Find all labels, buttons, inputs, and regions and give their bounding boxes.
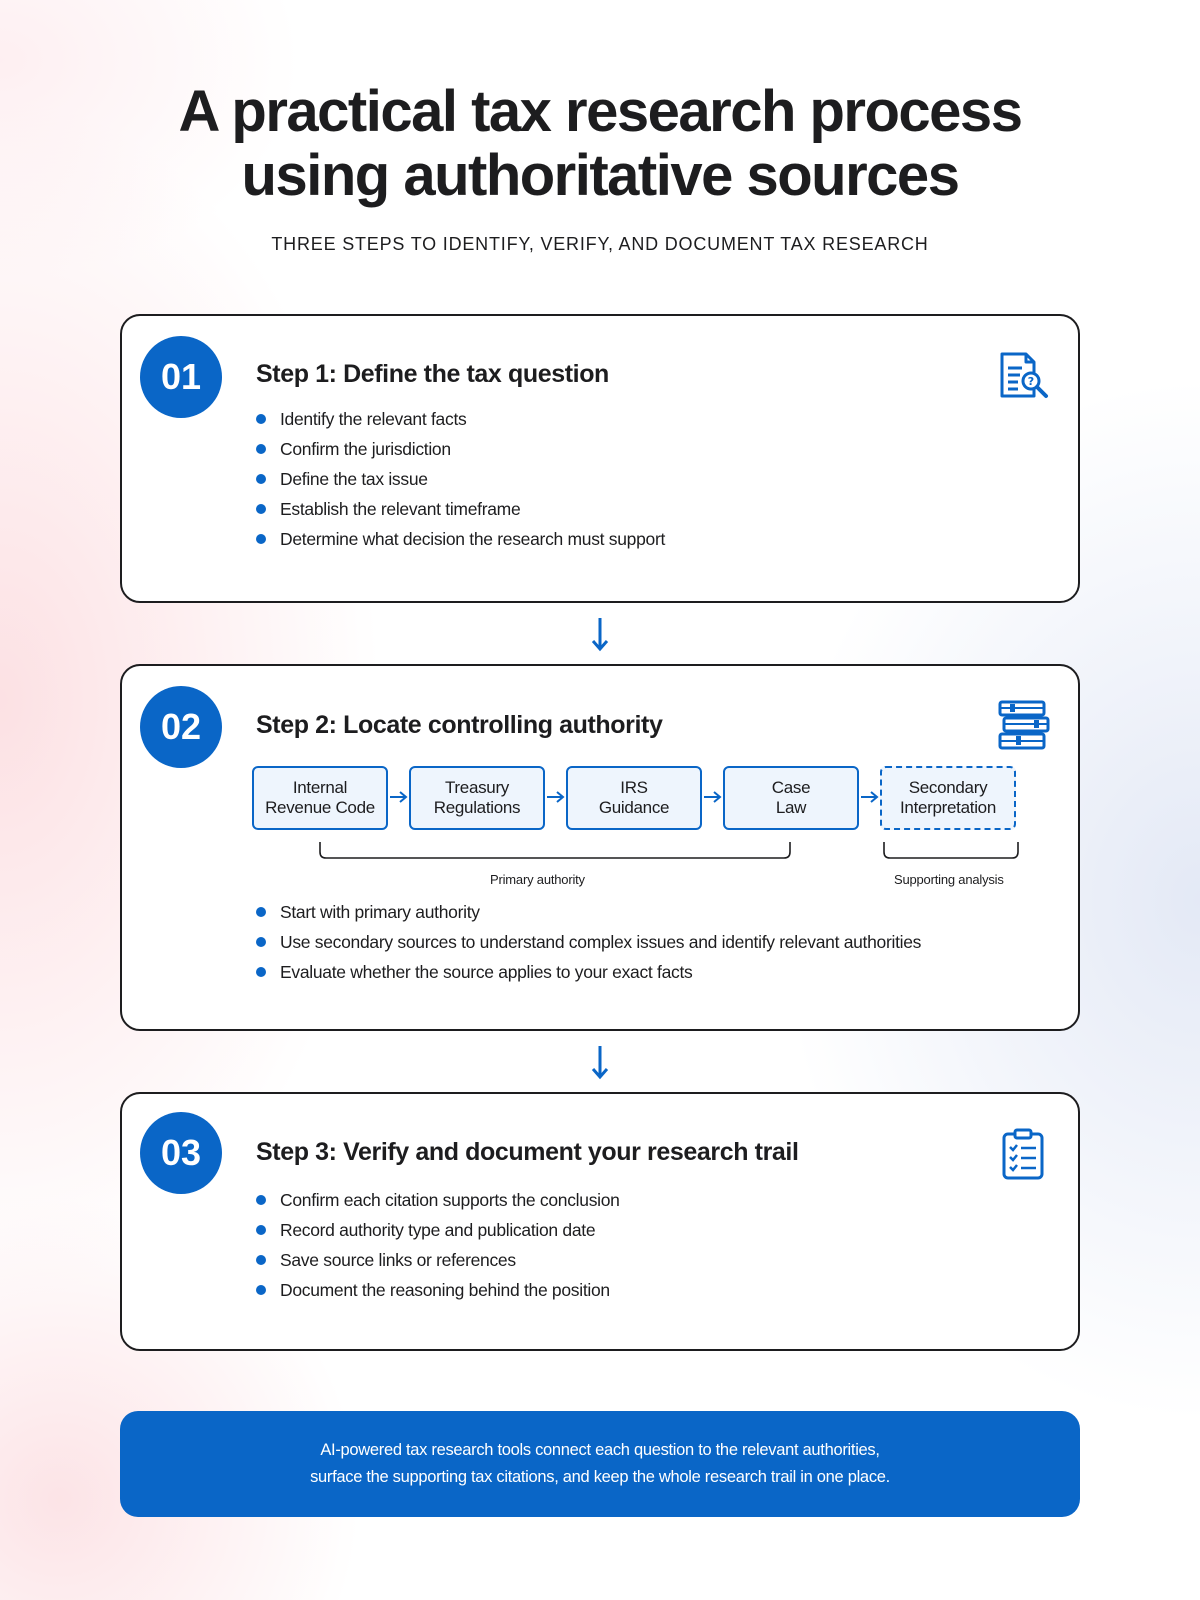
list-item: Save source links or references [256,1245,620,1275]
list-item: Identify the relevant facts [256,404,665,434]
list-item: Determine what decision the research must support [256,524,665,554]
page-title-line-2: using authoritative sources [241,143,959,208]
flow-box-treasury-regulations [409,766,545,830]
right-arrow-icon [388,790,408,804]
stacked-books-icon [996,698,1052,754]
flow-box-line: Regulations [433,798,521,817]
flow-box-line: Revenue Code [265,798,375,817]
list-item: Establish the relevant timeframe [256,494,665,524]
flow-box-line: Guidance [598,798,670,817]
banner-line-2: surface the supporting tax citations, and keep the whole research trail in one place. [310,1468,890,1486]
document-search-icon [996,350,1052,406]
primary-authority-bracket [318,840,792,862]
ai-tools-banner [120,1411,1080,1517]
svg-text:?: ? [1027,375,1035,388]
primary-authority-label: Primary authority [490,872,585,887]
down-arrow-icon [590,616,610,652]
flow-box-line: Secondary [908,778,988,797]
step-3-number: 03 [140,1112,222,1194]
page-title [0,80,1200,208]
step-2-bullet-list [256,897,921,987]
right-arrow-icon [545,790,565,804]
step-1-number: 01 [140,336,222,418]
page-subtitle: THREE STEPS TO IDENTIFY, VERIFY, AND DOCUMENT TAX RESEARCH [271,234,929,254]
list-item: Record authority type and publication date [256,1215,620,1245]
supporting-analysis-bracket [882,840,1020,862]
supporting-analysis-label: Supporting analysis [894,872,1004,887]
flow-box-line: Interpretation [900,798,996,817]
list-item: Use secondary sources to understand complex issues and identify relevant authorities [256,927,921,957]
clipboard-checklist-icon [996,1126,1052,1182]
flow-box-line: Law [775,798,807,817]
down-arrow-icon [590,1044,610,1080]
flow-box-line: IRS [620,778,648,797]
step-2-title: Step 2: Locate controlling authority [256,711,663,739]
step-2-card [120,664,1080,1031]
flow-box-line: Internal [292,778,348,797]
list-item: Confirm each citation supports the conclusion [256,1185,620,1215]
flow-box-irs-guidance [566,766,702,830]
flow-box-case-law [723,766,859,830]
list-item: Document the reasoning behind the position [256,1275,620,1305]
right-arrow-icon [859,790,879,804]
step-1-card [120,314,1080,603]
page-title-line-1: A practical tax research process [178,79,1022,144]
banner-line-1: AI-powered tax research tools connect each question to the relevant authorities, [320,1441,880,1459]
list-item: Define the tax issue [256,464,665,494]
list-item: Confirm the jurisdiction [256,434,665,464]
step-2-number: 02 [140,686,222,768]
flow-box-internal-revenue-code [252,766,388,830]
flow-box-line: Treasury [444,778,510,797]
step-1-title: Step 1: Define the tax question [256,360,609,388]
step-1-bullet-list [256,404,665,554]
flow-box-line: Case [771,778,811,797]
step-3-title: Step 3: Verify and document your research trail [256,1138,799,1166]
step-3-card [120,1092,1080,1351]
flow-box-secondary-interpretation [880,766,1016,830]
list-item: Evaluate whether the source applies to your exact facts [256,957,921,987]
list-item: Start with primary authority [256,897,921,927]
step-3-bullet-list [256,1185,620,1305]
right-arrow-icon [702,790,722,804]
